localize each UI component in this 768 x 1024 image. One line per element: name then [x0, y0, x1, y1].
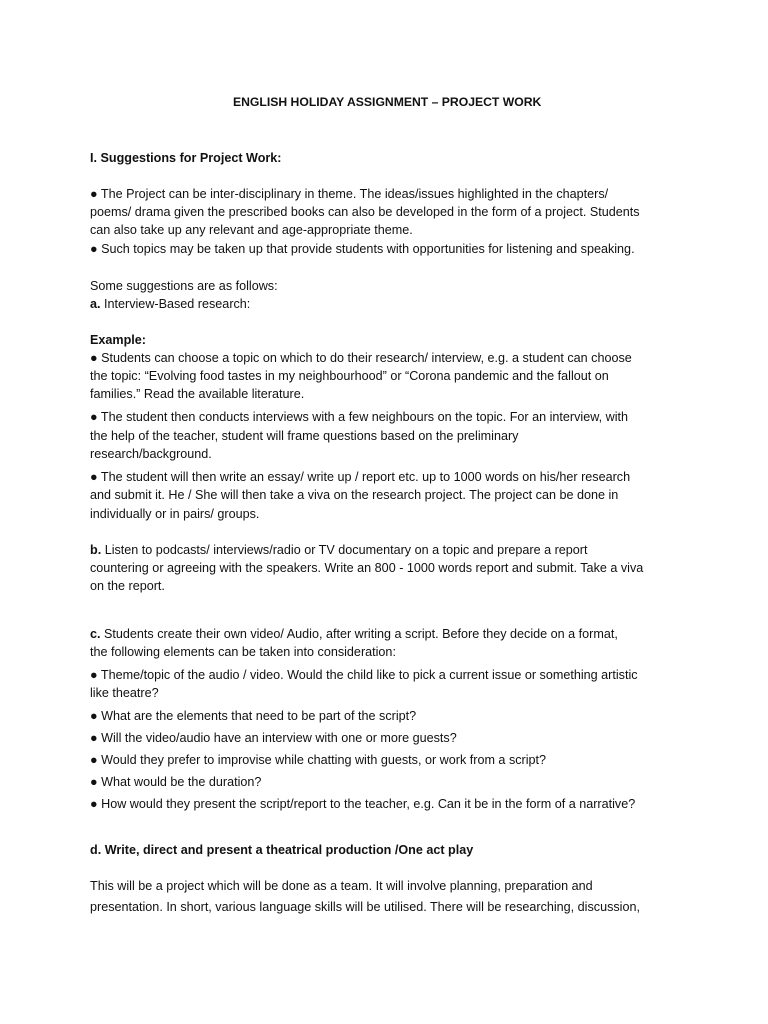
suggestion-c-marker: c.	[90, 627, 101, 641]
example-bullet-2-line-2: the help of the teacher, student will frame questions based on the preliminary	[90, 429, 519, 443]
example-bullet-2-line-1: ● The student then conducts interviews with a few neighbours on the topic. For an interview, with	[90, 410, 629, 424]
c-bullet-1-line-2: like theatre?	[90, 686, 159, 700]
suggestion-d-line-2: presentation. In short, various language skills will be utilised. There will be researching, discussion,	[90, 900, 640, 914]
suggestion-b-line-1	[90, 541, 588, 559]
intro-bullet-1-line-3: can also take up any relevant and age-appropriate theme.	[90, 223, 413, 237]
suggestion-a-heading	[90, 295, 250, 313]
suggestions-intro: Some suggestions are as follows:	[90, 279, 278, 293]
intro-bullet-1-line-2: poems/ drama given the prescribed books can also be developed in the form of a project. Students	[90, 205, 640, 219]
c-bullet-4: ● Would they prefer to improvise while chatting with guests, or work from a script?	[90, 753, 547, 767]
example-bullet-2-line-3: research/background.	[90, 447, 212, 461]
c-bullet-5: ● What would be the duration?	[90, 775, 262, 789]
document-title: ENGLISH HOLIDAY ASSIGNMENT – PROJECT WORK	[233, 95, 542, 109]
suggestion-c-line-1	[90, 625, 618, 643]
suggestion-b-marker: b.	[90, 543, 102, 557]
suggestion-a-marker: a.	[90, 297, 101, 311]
section-heading: I. Suggestions for Project Work:	[90, 151, 282, 165]
c-bullet-1-line-1: ● Theme/topic of the audio / video. Would the child like to pick a current issue or something artistic	[90, 668, 638, 682]
example-bullet-1-line-2: the topic: “Evolving food tastes in my neighbourhood” or “Corona pandemic and the fallout on	[90, 369, 609, 383]
c-bullet-3: ● Will the video/audio have an interview with one or more guests?	[90, 731, 457, 745]
suggestion-c-text: Students create their own video/ Audio, after writing a script. Before they decide on a format,	[100, 627, 618, 641]
c-bullet-6: ● How would they present the script/report to the teacher, e.g. Can it be in the form of a narrative?	[90, 797, 636, 811]
example-bullet-3-line-3: individually or in pairs/ groups.	[90, 507, 260, 521]
suggestion-d-heading: d. Write, direct and present a theatrical production /One act play	[90, 843, 474, 857]
suggestion-b-line-2: countering or agreeing with the speakers. Write an 800 - 1000 words report and submit. Take a viva	[90, 561, 644, 575]
example-bullet-1-line-1: ● Students can choose a topic on which to do their research/ interview, e.g. a student can choose	[90, 351, 632, 365]
example-bullet-1-line-3: families.” Read the available literature.	[90, 387, 305, 401]
intro-bullet-1-line-1: ● The Project can be inter-disciplinary in theme. The ideas/issues highlighted in the chapters/	[90, 187, 609, 201]
intro-bullet-2: ● Such topics may be taken up that provide students with opportunities for listening and speaking.	[90, 242, 635, 256]
suggestion-a-text: Interview-Based research:	[100, 297, 251, 311]
c-bullet-2: ● What are the elements that need to be part of the script?	[90, 709, 417, 723]
example-bullet-3-line-1: ● The student will then write an essay/ write up / report etc. up to 1000 words on his/her research	[90, 470, 631, 484]
suggestion-b-text: Listen to podcasts/ interviews/radio or TV documentary on a topic and prepare a report	[101, 543, 588, 557]
suggestion-d-line-1: This will be a project which will be done as a team. It will involve planning, preparation and	[90, 879, 593, 893]
example-bullet-3-line-2: and submit it. He / She will then take a viva on the research project. The project can be done in	[90, 488, 619, 502]
suggestion-c-line-2: the following elements can be taken into consideration:	[90, 645, 396, 659]
example-label: Example:	[90, 333, 146, 347]
suggestion-b-line-3: on the report.	[90, 579, 165, 593]
